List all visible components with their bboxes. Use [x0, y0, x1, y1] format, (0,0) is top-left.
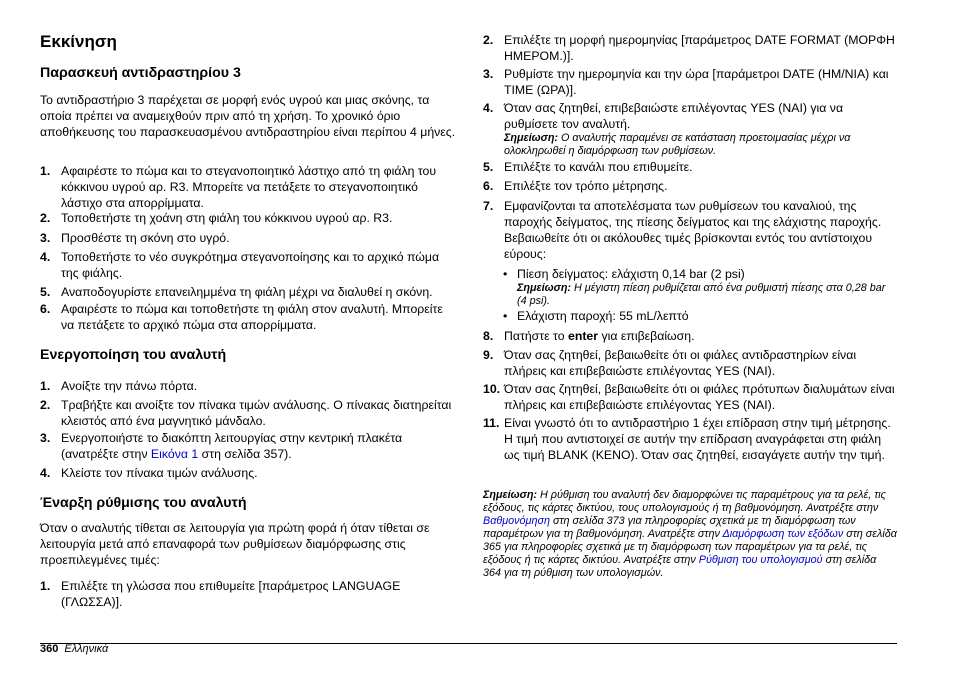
list-item: 5. Αναποδογυρίστε επανειλημμένα τη φιάλη μέχρι να διαλυθεί η σκόνη. [40, 285, 433, 299]
calibration-link[interactable]: Βαθμονόμηση [483, 515, 550, 527]
page-number: 360 [40, 643, 59, 655]
list-item: 7. Εμφανίζονται τα αποτελέσματα των ρυθμίσεων του καναλιού, της παροχής δείγματος, της πίεσης δείγματος και της ελάχιστης παροχής. Βεβαιωθείτε ότι οι ακόλουθες τιμές βρίσκονται εντός του αντίστοιχου εύρους: [483, 199, 882, 261]
list-item: 1. Αφαιρέστε το πώμα και το στεγανοποιητικό λάστιχο από τη φιάλη του κόκκινου υγρού αρ. R3. Μπορείτε να πετάξετε το στεγανοποιητικό λάστιχο στα απορρίμματα. [40, 164, 437, 210]
setup-note: Σημείωση: Η ρύθμιση του αναλυτή δεν διαμορφώνει τις παραμέτρους για τα ρελέ, τις εξόδους, τις κάρτες δικτύου, τους υπολογισμούς ή τη βαθμονόμηση. Ανατρέξτε στην Βαθμονόμηση στη σελίδα 373 για πληροφορίες σχετικά με τη διαμόρφωση των παραμέτρων για τη βαθμονόμηση. Ανατρέξτε στην Διαμόρφωση των εξόδων στη σελίδα 365 για πληροφορίες σχετικά με τη διαμόρφωση των παραμέτρων για τα ρελέ, τις εξόδους ή τις κάρτες δικτύου. Ανατρέξτε στην Ρύθμιση του υπολογισμού στη σελίδα 364 για τη ρύθμιση των υπολογισμών. [483, 489, 897, 579]
figure-link[interactable]: Εικόνα 1 [150, 447, 199, 461]
list-item: 1. Επιλέξτε τη γλώσσα που επιθυμείτε [παράμετρος LANGUAGE (ΓΛΩΣΣΑ)]. [40, 579, 401, 609]
setup-intro: Όταν ο αναλυτής τίθεται σε λειτουργία για πρώτη φορά ή όταν τίθεται σε λειτουργία μετά από επαναφορά των ρυθμίσεων διαμόρφωσης στις προεπιλεγμένες τιμές: [40, 521, 430, 567]
list-item: 2. Τοποθετήστε τη χοάνη στη φιάλη του κόκκινου υγρού αρ. R3. [40, 211, 393, 225]
list-item: 11. Είναι γνωστό ότι το αντιδραστήριο 1 έχει επίδραση στην τιμή μέτρησης. Η τιμή που αντιστοιχεί σε αυτήν την επίδραση αναγράφεται στη φιάλη ως τιμή BLANK (ΚΕΝΟ). Όταν σας ζητηθεί, εισαγάγετε αυτήν την τιμή. [483, 416, 891, 462]
reagent-intro: Το αντιδραστήριο 3 παρέχεται σε μορφή ενός υγρού και μιας σκόνης, τα οποία πρέπει να αναμειχθούν πριν από τη χρήση. Το χρονικό όριο αποθήκευσης του παρασκευασμένου αντιδραστηρίου είναι περίπου 4 μήνες. [40, 93, 456, 139]
list-item: 4. Τοποθετήστε το νέο συγκρότημα στεγανοποίησης και το αρχικό πώμα της φιάλης. [40, 250, 440, 280]
list-item: 1. Ανοίξτε την πάνω πόρτα. [40, 379, 198, 393]
page-footer [40, 642, 108, 656]
list-item: 6. Αφαιρέστε το πώμα και τοποθετήστε τη φιάλη στον αναλυτή. Μπορείτε να πετάξετε το αρχικό πώμα στα απορρίμματα. [40, 302, 443, 332]
list-item: 9. Όταν σας ζητηθεί, βεβαιωθείτε ότι οι φιάλες αντιδραστηρίων είναι πλήρεις και επιβεβαιώστε επιλέγοντας YES (ΝΑΙ). [483, 348, 857, 378]
bullet-item: • Πίεση δείγματος: ελάχιστη 0,14 bar (2 psi) Σημείωση: Η μέγιστη πίεση ρυθμίζεται από ένα ρυθμιστή πίεσης στα 0,28 bar (4 psi). [503, 266, 897, 308]
list-item: 3. Ρυθμίστε την ημερομηνία και την ώρα [παράμετροι DATE (HM/NIA) και TIME (ΩΡΑ)]. [483, 67, 889, 97]
footer-rule [40, 643, 897, 644]
step-note: Σημείωση: Ο αναλυτής παραμένει σε κατάσταση προετοιμασίας μέχρι να ολοκληρωθεί η διαμόρφωση των ρυθμίσεων. [504, 132, 851, 157]
section-heading-activation: Ενεργοποίηση του αναλυτή [40, 347, 227, 363]
section-heading-setup: Έναρξη ρύθμισης του αναλυτή [40, 495, 247, 511]
outputs-config-link[interactable]: Διαμόρφωση των εξόδων [722, 528, 844, 540]
list-item: 6. Επιλέξτε τον τρόπο μέτρησης. [483, 179, 668, 193]
section-heading-reagent: Παρασκευή αντιδραστηρίου 3 [40, 65, 241, 81]
list-item: 3. Προσθέστε τη σκόνη στο υγρό. [40, 231, 230, 245]
list-item: 10. Όταν σας ζητηθεί, βεβαιωθείτε ότι οι φιάλες πρότυπων διαλυμάτων είναι πλήρεις και επιβεβαιώστε επιλέγοντας YES (ΝΑΙ). [483, 382, 895, 412]
bullet-note: Σημείωση: Η μέγιστη πίεση ρυθμίζεται από ένα ρυθμιστή πίεσης στα 0,28 bar (4 psi). [517, 282, 886, 307]
page-title: Εκκίνηση [40, 32, 117, 51]
list-item: 4. Όταν σας ζητηθεί, επιβεβαιώστε επιλέγοντας YES (ΝΑΙ) για να ρυθμίσετε τον αναλυτή. Σημείωση: Ο αναλυτής παραμένει σε κατάσταση προετοιμασίας μέχρι να ολοκληρωθεί η διαμόρφωση των ρυθμίσεων. [483, 100, 897, 158]
list-item: 3. Ενεργοποιήστε το διακόπτη λειτουργίας στην κεντρική πλακέτα (ανατρέξτε στην Εικόνα 1 στη σελίδα 357). [40, 431, 403, 461]
list-item: 2. Επιλέξτε τη μορφή ημερομηνίας [παράμετρος DATE FORMAT (ΜΟΡΦΗ ΗΜΕΡΟΜ.)]. [483, 33, 895, 63]
list-item: 5. Επιλέξτε το κανάλι που επιθυμείτε. [483, 160, 693, 174]
list-item: 4. Κλείστε τον πίνακα τιμών ανάλυσης. [40, 466, 258, 480]
footer-language: Ελληνικά [64, 643, 109, 655]
calculation-setup-link[interactable]: Ρύθμιση του υπολογισμού [698, 554, 823, 566]
list-item: 2. Τραβήξτε και ανοίξτε τον πίνακα τιμών ανάλυσης. Ο πίνακας διατηρείται κλειστός από ένα μαγνητικό μάνδαλο. [40, 398, 452, 428]
list-item: 8. Πατήστε το enter για επιβεβαίωση. [483, 329, 695, 343]
bullet-item: • Ελάχιστη παροχή: 55 mL/λεπτό [503, 309, 689, 323]
